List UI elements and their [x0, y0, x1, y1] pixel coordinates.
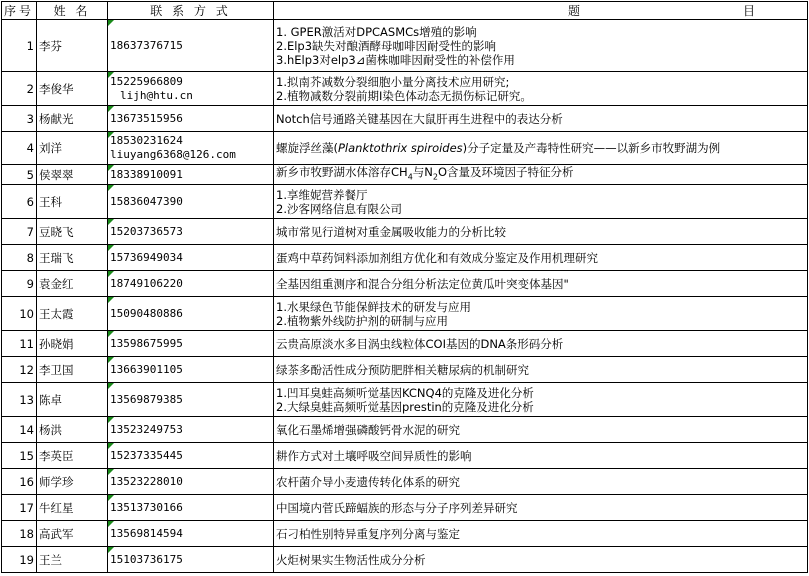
text-number-marker-icon [108, 443, 114, 449]
topic-line: 农杆菌介导小麦遗传转化体系的研究 [276, 474, 460, 489]
contact-cell[interactable] [108, 417, 274, 443]
contact-phone: 15736949034 [110, 250, 183, 264]
text-number-marker-icon [108, 132, 114, 138]
topic-text-middle: 与N [412, 165, 433, 179]
contact-email: liuyang6368@126.com [110, 148, 236, 161]
contact-phone: 13569879385 [110, 392, 183, 406]
topic-line: 1. GPER激活对DPCASMCs增殖的影响 [276, 24, 477, 39]
row-number[interactable]: 5 [2, 165, 37, 185]
contact-cell[interactable] [108, 245, 274, 271]
contact-phone: 13673515956 [110, 111, 183, 125]
topic-line: 火炬树果实生物活性成分分析 [276, 552, 426, 567]
topic-cell[interactable] [274, 521, 808, 547]
topic-cell[interactable] [274, 469, 808, 495]
contact-cell[interactable] [108, 185, 274, 219]
header-contact[interactable]: 联 系 方 式 [108, 2, 274, 20]
topic-cell[interactable] [274, 245, 808, 271]
topic-line: 云贵高原淡水多目涡虫线粒体COI基因的DNA条形码分析 [276, 336, 564, 351]
person-name[interactable]: 李俊华 [37, 72, 108, 106]
table-row [2, 383, 808, 417]
person-name[interactable]: 陈卓 [37, 383, 108, 417]
contact-phone: 15203736573 [110, 224, 183, 238]
header-topic-b: 目 [742, 4, 758, 18]
topic-cell[interactable] [274, 132, 808, 165]
table-body [2, 20, 808, 573]
topic-text-after: )分子定量及产毒特性研究——以新乡市牧野湖为例 [462, 141, 721, 155]
contact-cell[interactable] [108, 521, 274, 547]
topic-cell[interactable] [274, 165, 808, 185]
row-number[interactable]: 9 [2, 271, 37, 297]
person-name[interactable]: 牛红星 [37, 495, 108, 521]
person-name[interactable]: 杨洪 [37, 417, 108, 443]
table-row [2, 271, 808, 297]
contact-cell[interactable] [108, 20, 274, 72]
contact-cell[interactable] [108, 443, 274, 469]
row-number[interactable]: 17 [2, 495, 37, 521]
text-number-marker-icon [108, 106, 114, 112]
text-number-marker-icon [108, 331, 114, 337]
text-number-marker-icon [108, 185, 114, 191]
text-number-marker-icon [108, 383, 114, 389]
topic-line: 绿茶多酚活性成分预防肥胖相关糖尿病的机制研究 [276, 362, 529, 377]
row-number[interactable]: 14 [2, 417, 37, 443]
text-number-marker-icon [108, 219, 114, 225]
person-name[interactable]: 王科 [37, 185, 108, 219]
text-number-marker-icon [108, 72, 114, 78]
header-no[interactable]: 序号 [2, 2, 37, 20]
topic-line: 2.植物紫外线防护剂的研制与应用 [276, 313, 448, 328]
topic-text-before: 螺旋浮丝藻( [276, 141, 338, 155]
topic-line: 氧化石墨烯增强磷酸钙骨水泥的研究 [276, 422, 460, 437]
topic-text-before: 新乡市牧野湖水体溶存CH [276, 165, 408, 179]
topic-cell[interactable] [274, 271, 808, 297]
table-row [2, 469, 808, 495]
topic-line: 城市常见行道树对重金属吸收能力的分析比较 [276, 224, 506, 239]
topic-line: 2.Elp3缺失对酿酒酵母咖啡因耐受性的影响 [276, 38, 497, 53]
topic-line: 3.hElp3对elp3⊿菌株咖啡因耐受性的补偿作用 [276, 52, 515, 67]
topic-line: 1.拟南芥减数分裂细胞小量分离技术应用研究; [276, 74, 510, 89]
row-number[interactable]: 13 [2, 383, 37, 417]
contact-phone: 15090480886 [110, 306, 183, 320]
topic-species-name: Planktothrix spiroides [338, 141, 463, 155]
table-row [2, 20, 808, 72]
contact-cell[interactable] [108, 331, 274, 357]
person-name[interactable]: 刘洋 [37, 132, 108, 165]
topic-line: 1.水果绿色节能保鲜技术的研发与应用 [276, 299, 471, 314]
row-number[interactable]: 3 [2, 106, 37, 132]
contact-phone: 15225966809 [110, 74, 183, 88]
table-row [2, 331, 808, 357]
topic-line: 1.凹耳臭蛙高频听觉基因KCNQ4的克隆及进化分析 [276, 385, 534, 400]
row-number[interactable]: 18 [2, 521, 37, 547]
contact-cell[interactable] [108, 297, 274, 331]
table-row [2, 185, 808, 219]
contact-phone: 15237335445 [110, 448, 183, 462]
row-number[interactable]: 7 [2, 219, 37, 245]
topic-line: 耕作方式对土壤呼吸空间异质性的影响 [276, 448, 472, 463]
contact-phone: 13598675995 [110, 336, 183, 350]
row-number[interactable]: 15 [2, 443, 37, 469]
topic-line: 1.享维妮营养餐厅 [276, 187, 368, 202]
contact-phone: 13569814594 [110, 526, 183, 540]
person-name[interactable]: 袁金红 [37, 271, 108, 297]
topic-cell[interactable] [274, 357, 808, 383]
contact-cell[interactable] [108, 72, 274, 106]
person-name[interactable]: 高武军 [37, 521, 108, 547]
person-name[interactable]: 李卫国 [37, 357, 108, 383]
table-row [2, 495, 808, 521]
table-row [2, 297, 808, 331]
topic-cell[interactable] [274, 297, 808, 331]
contact-cell[interactable] [108, 469, 274, 495]
topic-line: 石刁柏性别特异重复序列分离与鉴定 [276, 526, 460, 541]
table-row [2, 132, 808, 165]
contact-phone: 18749106220 [110, 276, 183, 290]
topic-cell[interactable] [274, 547, 808, 573]
row-number[interactable]: 12 [2, 357, 37, 383]
sheet-table [1, 1, 808, 573]
text-number-marker-icon [108, 495, 114, 501]
topic-cell[interactable] [274, 106, 808, 132]
text-number-marker-icon [108, 297, 114, 303]
text-number-marker-icon [108, 271, 114, 277]
header-topic-a: 题 [567, 4, 583, 18]
table-row [2, 443, 808, 469]
row-number[interactable]: 2 [2, 72, 37, 106]
contact-phone: 18338910091 [110, 167, 183, 181]
topic-line: 2.沙客网络信息有限公司 [276, 201, 402, 216]
contact-phone: 15836047390 [110, 194, 183, 208]
person-name[interactable]: 王太霞 [37, 297, 108, 331]
contact-phone: 13523228010 [110, 474, 183, 488]
person-name[interactable]: 王兰 [37, 547, 108, 573]
person-name[interactable]: 豆晓飞 [37, 219, 108, 245]
table-row [2, 417, 808, 443]
topic-line: Notch信号通路关键基因在大鼠肝再生进程中的表达分析 [276, 111, 563, 126]
table-row [2, 72, 808, 106]
text-number-marker-icon [108, 20, 114, 26]
topic-line: 蛋鸡中草药饲料添加剂组方优化和有效成分鉴定及作用机理研究 [276, 250, 598, 265]
row-number[interactable]: 19 [2, 547, 37, 573]
topic-cell[interactable] [274, 417, 808, 443]
contact-phone: 13663901105 [110, 362, 183, 376]
contact-phone: 13523249753 [110, 422, 183, 436]
header-topic[interactable] [274, 2, 808, 20]
table-row [2, 106, 808, 132]
contact-cell[interactable] [108, 106, 274, 132]
table-row [2, 165, 808, 185]
table-row [2, 245, 808, 271]
topic-cell[interactable] [274, 331, 808, 357]
contact-email: lijh@htu.cn [120, 88, 193, 102]
contact-cell[interactable] [108, 547, 274, 573]
text-number-marker-icon [108, 165, 114, 171]
header-name[interactable]: 姓 名 [37, 2, 108, 20]
person-name[interactable]: 杨献光 [37, 106, 108, 132]
topic-line: 2.植物减数分裂前期I染色体动态无损伤标记研究。 [276, 88, 532, 103]
topic-line: 2.大绿臭蛙高频听觉基因prestin的克隆及进化分析 [276, 399, 534, 414]
person-name[interactable]: 侯翠翠 [37, 165, 108, 185]
topic-text-after: O含量及环境因子特征分析 [437, 165, 574, 179]
contact-cell[interactable] [108, 271, 274, 297]
row-number[interactable]: 16 [2, 469, 37, 495]
contact-cell[interactable] [108, 383, 274, 417]
table-row [2, 219, 808, 245]
row-number[interactable]: 4 [2, 132, 37, 165]
contact-phone: 13513730166 [110, 500, 183, 514]
text-number-marker-icon [108, 357, 114, 363]
text-number-marker-icon [108, 547, 114, 553]
person-name[interactable]: 李英臣 [37, 443, 108, 469]
text-number-marker-icon [108, 417, 114, 423]
contact-cell[interactable] [108, 495, 274, 521]
row-number[interactable]: 10 [2, 297, 37, 331]
topic-subscript: 4 [407, 172, 413, 182]
contact-cell[interactable] [108, 165, 274, 185]
row-number[interactable]: 6 [2, 185, 37, 219]
topic-subscript: 2 [432, 172, 438, 182]
text-number-marker-icon [108, 469, 114, 475]
topic-cell[interactable] [274, 219, 808, 245]
contact-phone: 18530231624 [110, 134, 183, 147]
topic-line: 中国境内菅氏蹄蝠族的形态与分子序列差异研究 [276, 500, 518, 515]
text-number-marker-icon [108, 245, 114, 251]
header-row [2, 2, 808, 20]
table-row [2, 357, 808, 383]
topic-line: 全基因组重测序和混合分组分析法定位黄瓜叶突变体基因" [276, 276, 569, 291]
contact-phone: 18637376715 [110, 38, 183, 52]
person-name[interactable]: 师学珍 [37, 469, 108, 495]
person-name[interactable]: 孙晓娟 [37, 331, 108, 357]
person-name[interactable]: 王瑞飞 [37, 245, 108, 271]
row-number[interactable]: 1 [2, 20, 37, 72]
table-row [2, 547, 808, 573]
topic-cell[interactable] [274, 383, 808, 417]
row-number[interactable]: 8 [2, 245, 37, 271]
text-number-marker-icon [108, 521, 114, 527]
person-name[interactable]: 李芬 [37, 20, 108, 72]
topic-cell[interactable] [274, 72, 808, 106]
contact-cell[interactable] [108, 219, 274, 245]
topic-cell[interactable] [274, 20, 808, 72]
contact-cell[interactable] [108, 132, 274, 165]
row-number[interactable]: 11 [2, 331, 37, 357]
topic-cell[interactable] [274, 443, 808, 469]
contact-cell[interactable] [108, 357, 274, 383]
topic-cell[interactable] [274, 185, 808, 219]
table-row [2, 521, 808, 547]
contact-phone: 15103736175 [110, 552, 183, 566]
topic-cell[interactable] [274, 495, 808, 521]
